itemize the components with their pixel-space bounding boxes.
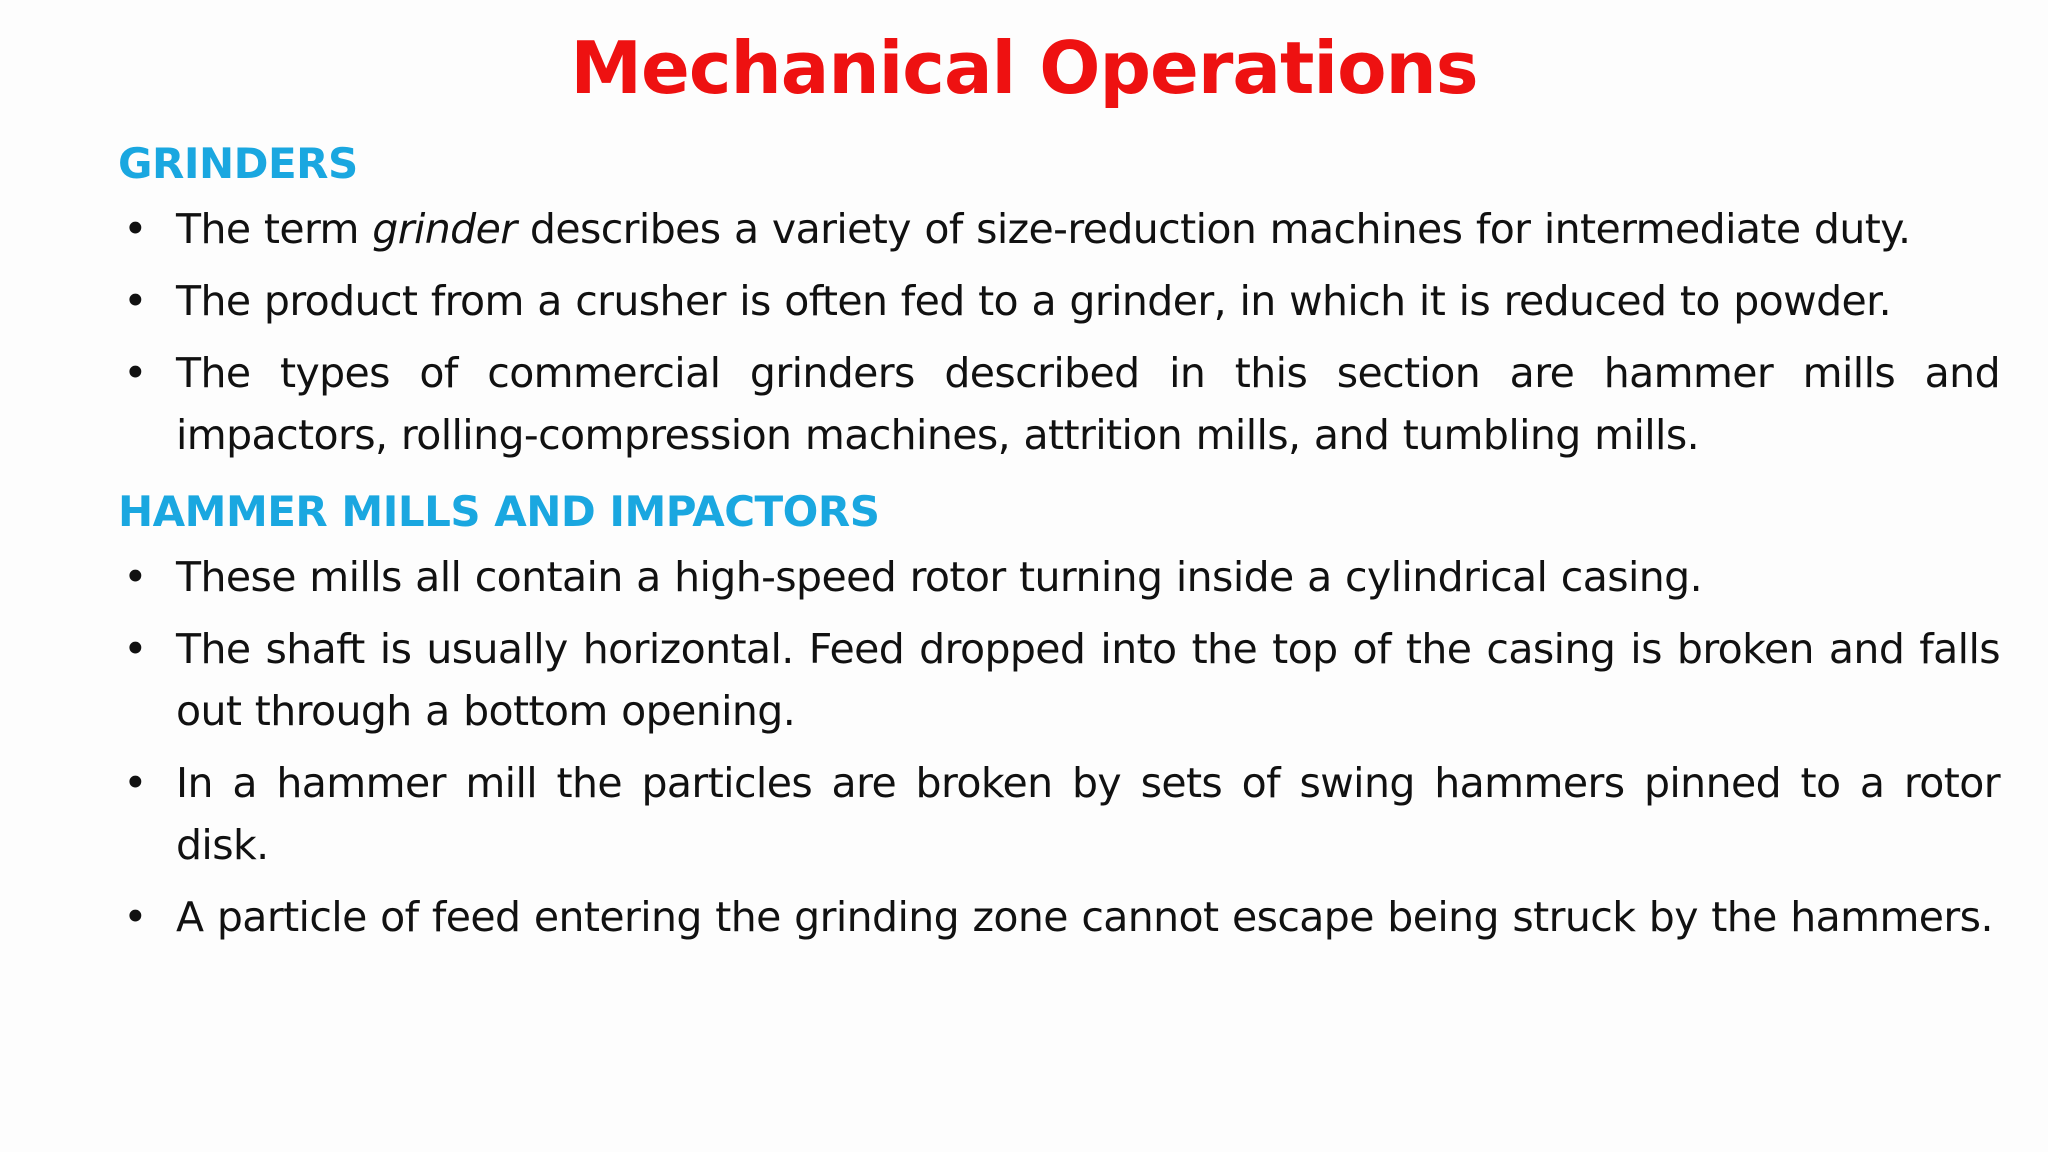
bullet-text: These mills all contain a high-speed rotor turning inside a cylindrical casing.	[176, 553, 1703, 601]
slide-title: Mechanical Operations	[570, 26, 1478, 110]
section-heading-hammer-mills: HAMMER MILLS AND IMPACTORS	[118, 487, 880, 536]
bullet-text	[176, 205, 1910, 253]
bullet-text-part: describes a variety of size-reduction machines for intermediate duty.	[516, 205, 1911, 253]
bullet-text: In a hammer mill the particles are broken by sets of swing hammers pinned to a rotor disk.	[176, 759, 2000, 869]
section-heading-grinders: GRINDERS	[118, 139, 358, 188]
bullet-text: A particle of feed entering the grinding zone cannot escape being struck by the hammers.	[176, 893, 1993, 941]
bullet-list-hammer-mills	[118, 546, 2000, 948]
bullet-item	[118, 546, 2000, 608]
bullet-icon: •	[123, 759, 147, 807]
bullet-item	[118, 342, 2000, 466]
section-hammer-mills	[118, 478, 2000, 948]
bullet-text: The shaft is usually horizontal. Feed dropped into the top of the casing is broken and falls out through a bottom opening.	[176, 625, 2000, 735]
bullet-icon: •	[123, 553, 147, 601]
bullet-icon: •	[123, 893, 147, 941]
slide-content	[118, 130, 2000, 958]
bullet-icon: •	[123, 277, 147, 325]
bullet-item	[118, 198, 2000, 260]
bullet-item	[118, 618, 2000, 742]
bullet-icon: •	[123, 349, 147, 397]
bullet-item	[118, 270, 2000, 332]
bullet-icon: •	[123, 625, 147, 673]
bullet-item	[118, 886, 2000, 948]
bullet-list-grinders	[118, 198, 2000, 466]
emphasized-term: grinder	[372, 205, 517, 253]
bullet-item	[118, 752, 2000, 876]
bullet-text: The types of commercial grinders described in this section are hammer mills and impactors, rolling-compression machines, attrition mills, and tumbling mills.	[176, 349, 2000, 459]
bullet-text: The product from a crusher is often fed to a grinder, in which it is reduced to powder.	[176, 277, 1892, 325]
bullet-icon: •	[123, 205, 147, 253]
bullet-text-part: The term	[176, 205, 373, 253]
section-grinders	[118, 130, 2000, 466]
